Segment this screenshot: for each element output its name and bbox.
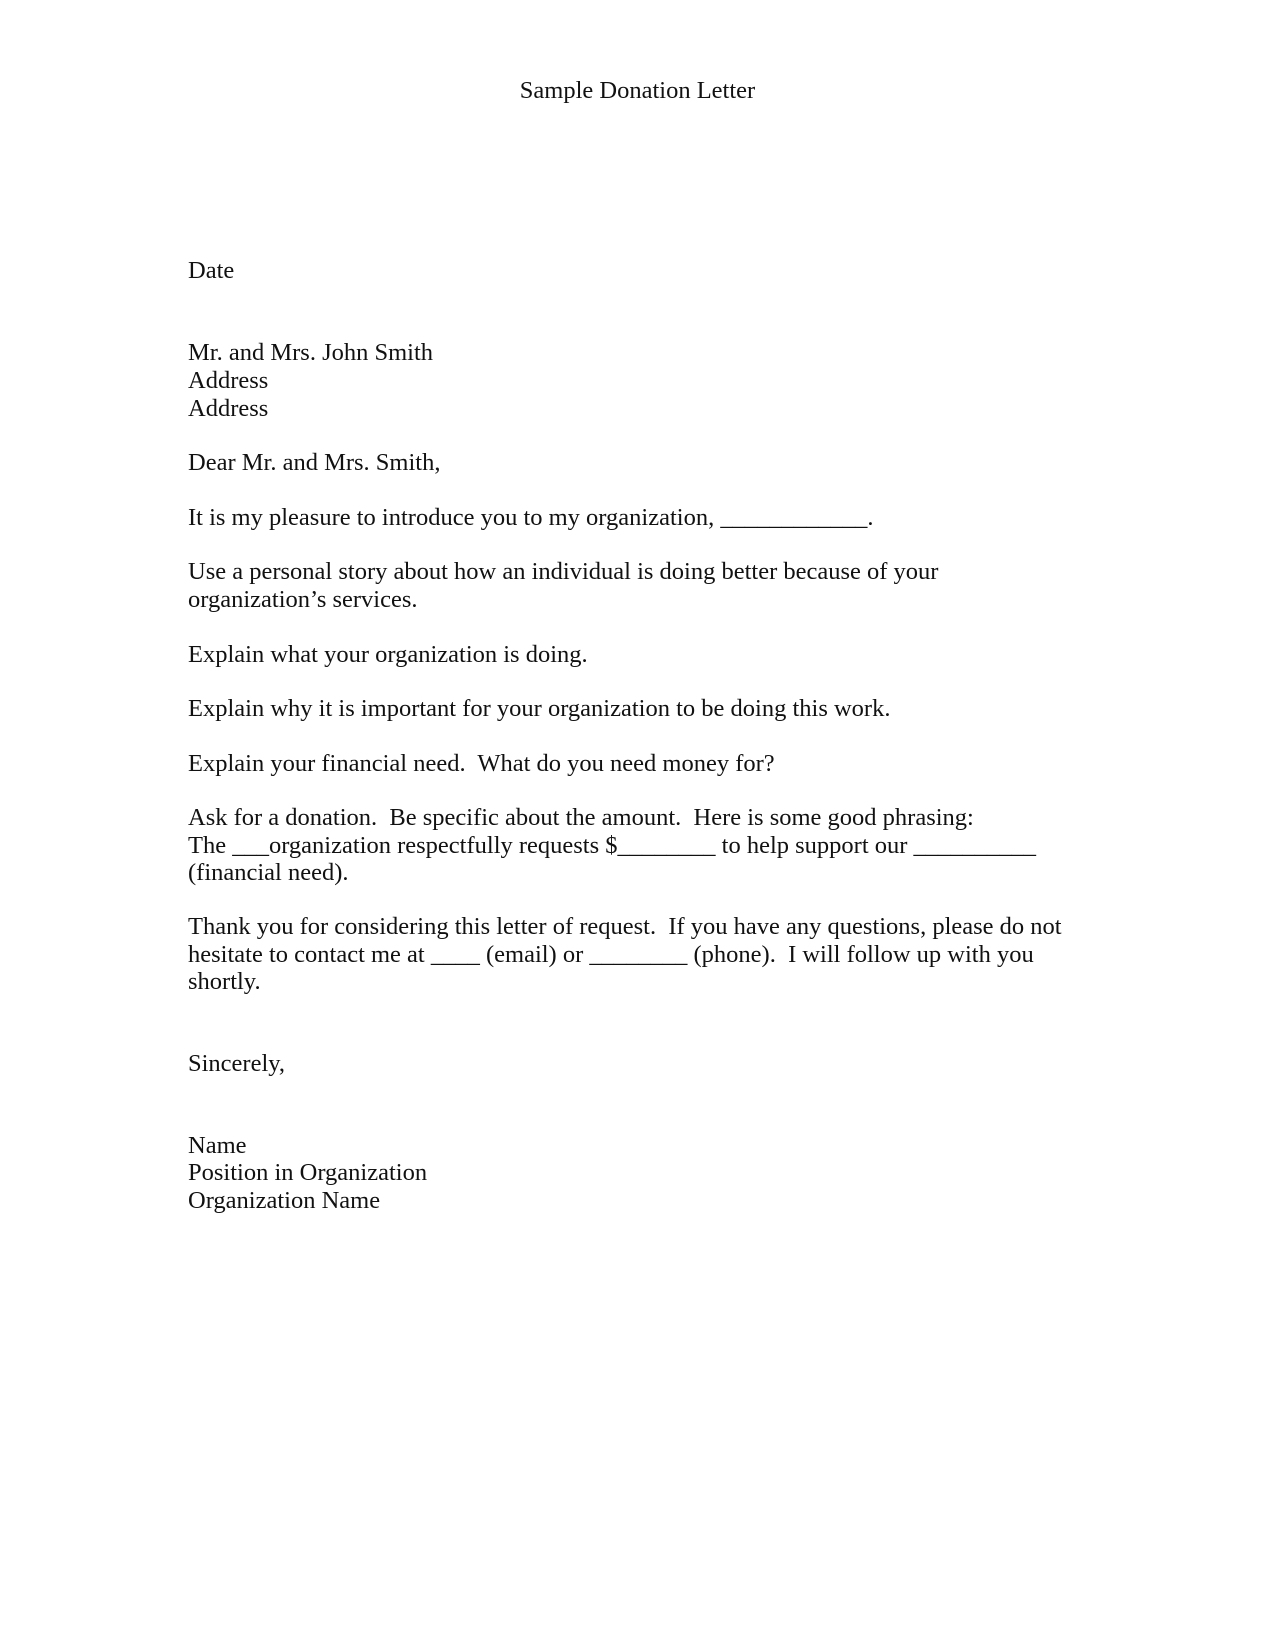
paragraph-thanks-line-3: shortly. [188, 968, 261, 995]
paragraph-ask-line-2: The ___organization respectfully requests $________ to help support our __________ [188, 832, 1037, 859]
salutation: Dear Mr. and Mrs. Smith, [188, 449, 441, 476]
recipient-address-2: Address [188, 395, 269, 422]
paragraph-thanks-line-2: hesitate to contact me at ____ (email) or ________ (phone). I will follow up with you [188, 941, 1034, 968]
signature-position: Position in Organization [188, 1159, 428, 1186]
date-line: Date [188, 257, 235, 284]
paragraph-ask-line-3: (financial need). [188, 859, 349, 886]
document-title: Sample Donation Letter [519, 77, 756, 104]
paragraph-why: Explain why it is important for your organization to be doing this work. [188, 695, 891, 722]
paragraph-ask-line-1: Ask for a donation. Be specific about the amount. Here is some good phrasing: [188, 804, 974, 831]
signature-organization: Organization Name [188, 1187, 381, 1214]
paragraph-introduction: It is my pleasure to introduce you to my organization, ____________. [188, 504, 874, 531]
paragraph-thanks-line-1: Thank you for considering this letter of request. If you have any questions, please do not [188, 913, 1062, 940]
closing: Sincerely, [188, 1050, 286, 1077]
paragraph-personal-story-line-2: organization’s services. [188, 586, 418, 613]
recipient-address-1: Address [188, 367, 269, 394]
recipient-name: Mr. and Mrs. John Smith [188, 339, 434, 366]
signature-name: Name [188, 1132, 247, 1159]
paragraph-personal-story-line-1: Use a personal story about how an individual is doing better because of your [188, 558, 939, 585]
paragraph-financial-need: Explain your financial need. What do you need money for? [188, 750, 775, 777]
paragraph-what: Explain what your organization is doing. [188, 641, 588, 668]
